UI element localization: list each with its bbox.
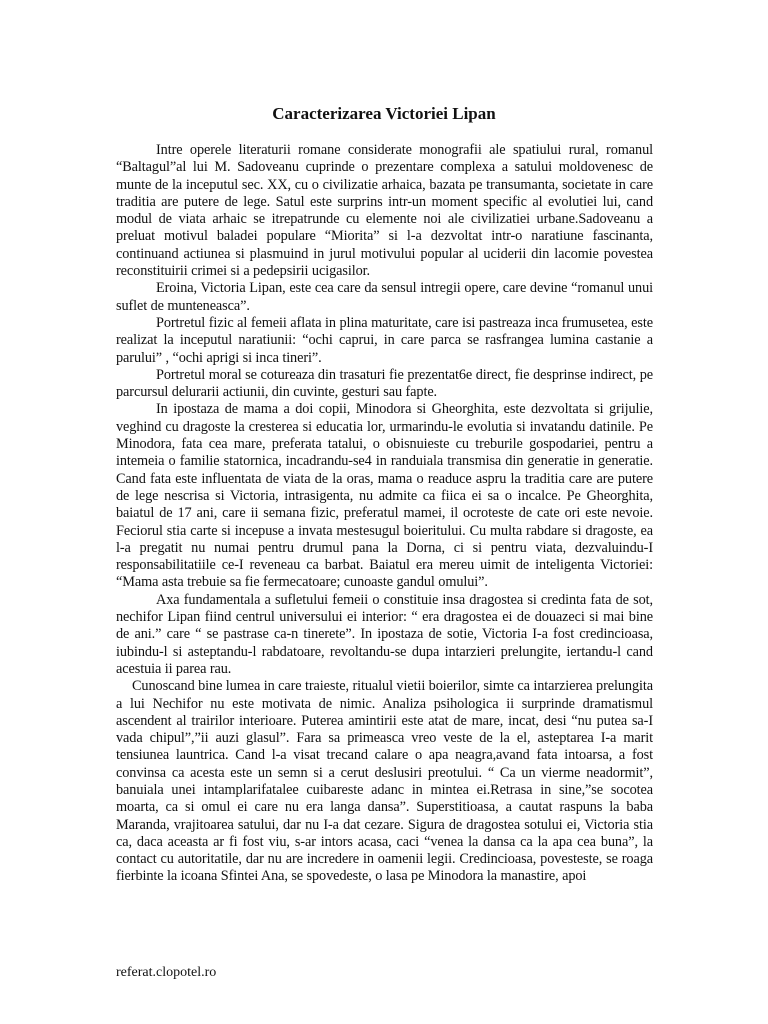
paragraph: Axa fundamentala a sufletului femeii o constituie insa dragostea si credinta fata de sot, nechifor Lipan fiind centrul universului ei interior: “ era dragostea ei de douazeci si mai bine de ani.” care “ se pastrase ca-n tinerete”. In ipostaza de sotie, Victoria I-a fost credincioasa, iubindu-l si asteptandu-l rabdatoare, revoltandu-se dupa intarzieri prelungite, iertandu-l cand acestuia ii parea rau. [116, 591, 653, 677]
paragraph: Portretul moral se cotureaza din trasaturi fie prezentat6e direct, fie desprinse indirect, pe parcursul delurarii actiunii, din cuvinte, gesturi sau fapte. [116, 366, 653, 401]
paragraph: Portretul fizic al femeii aflata in plina maturitate, care isi pastreaza inca frumusetea, este realizat la inceputul naratiunii: “ochi caprui, in care parca se rasfrangea lumina castanie a parului” , “ochi aprigi si inca tineri”. [116, 314, 653, 366]
paragraph: Intre operele literaturii romane considerate monografii ale spatiului rural, romanul “Baltagul”al lui M. Sadoveanu cuprinde o prezentare complexa a satului moldovenesc de munte de la inceputul sec. XX, cu o civilizatie arhaica, bazata pe transumanta, societate in care traditia are putere de lege. Satul este surprins intr-un moment specific al evolutiei lui, cand modul de viata arhaic se itrepatrunde cu elemente noi ale civilizatiei urbane.Sadoveanu a preluat motivul baladei populare “Miorita” si l-a dezvoltat intr-o naratiune fascinanta, continuand actiunea si plasmuind in jurul motivului popular al uciderii din lacomie povestea reconstituirii crimei si a pedepsirii ucigasilor. [116, 142, 653, 280]
paragraph: Eroina, Victoria Lipan, este cea care da sensul intregii opere, care devine “romanul unui suflet de munteneasca”. [116, 280, 653, 314]
document-title: Caracterizarea Victoriei Lipan [272, 104, 496, 123]
paragraph: In ipostaza de mama a doi copii, Minodora si Gheorghita, este dezvoltata si grijulie, veghind cu dragoste la cresterea si educatia lor, urmarindu-le evolutia si invatandu datinile. Pe Minodora, fata cea mare, preferata tatalui, o obisnuieste cu treburile gospodariei, pentru a intemeia o familie statornica, incadrandu-se4 in randuiala transmisa din generatie in generatie. Cand fata este influentata de viata de la oras, mama o readuce aspru la traditia care are putere de lege nescrisa si Victoria, intrasigenta, nu admite ca fiica ei sa o incalce. Pe Gheorghita, baiatul de 17 ani, care ii semana fizic, preferatul mamei, il ocroteste de cate ori este nevoie. Feciorul stia carte si incepuse a invata mestesugul boieritului. Cu multa rabdare si dragoste, ea l-a pregatit nu numai pentru drumul pana la Dorna, ci si pentru viata, dezvaluindu-I responsabilitatiile ce-I reveneau ca barbat. Baiatul era mereu uimit de inteligenta Victoriei: “Mama asta trebuie sa fie fermecatoare; cunoaste gandul omului”. [116, 401, 653, 591]
footer-source: referat.clopotel.ro [116, 965, 217, 980]
paragraph: Cunoscand bine lumea in care traieste, ritualul vietii boierilor, simte ca intarzierea prelungita a lui Nechifor nu este motivata de nimic. Analiza psihologica ii surprinde dramatismul ascendent al trairilor interioare. Puterea amintirii este atat de mare, incat, desi “nu putea sa-I vada chipul”,”ii auzi glasul”. Fara sa primeasca vreo veste de la el, asteptarea I-a marit tensiunea launtrica. Cand l-a visat trecand calare o apa neagra,avand fata intoarsa, a fost convinsa ca acesta este un semn si a cerut deslusiri preotului. “ Ca un vierme neadormit”, banuiala unei intamplarifatalee cuibareste adanc in mintea ei.Retrasa in sine,”se socotea moarta, ca si omul ei care nu era langa dansa”. Superstitioasa, a cautat raspuns la baba Maranda, vrajitoarea satului, dar nu I-a dat cezare. Sigura de dragostea sotului ei, Victoria stia ca, daca aceasta ar fi fost viu, s-ar intors acasa, caci “venea la dansa ca la apa cea buna”, la contact cu autoritatile, dar nu are incredere in oamenii legii. Credincioasa, povesteste, se roaga fierbinte la icoana Sfintei Ana, se spovedeste, o lasa pe Minodora la manastire, apoi [116, 678, 653, 885]
document-body [116, 142, 653, 886]
